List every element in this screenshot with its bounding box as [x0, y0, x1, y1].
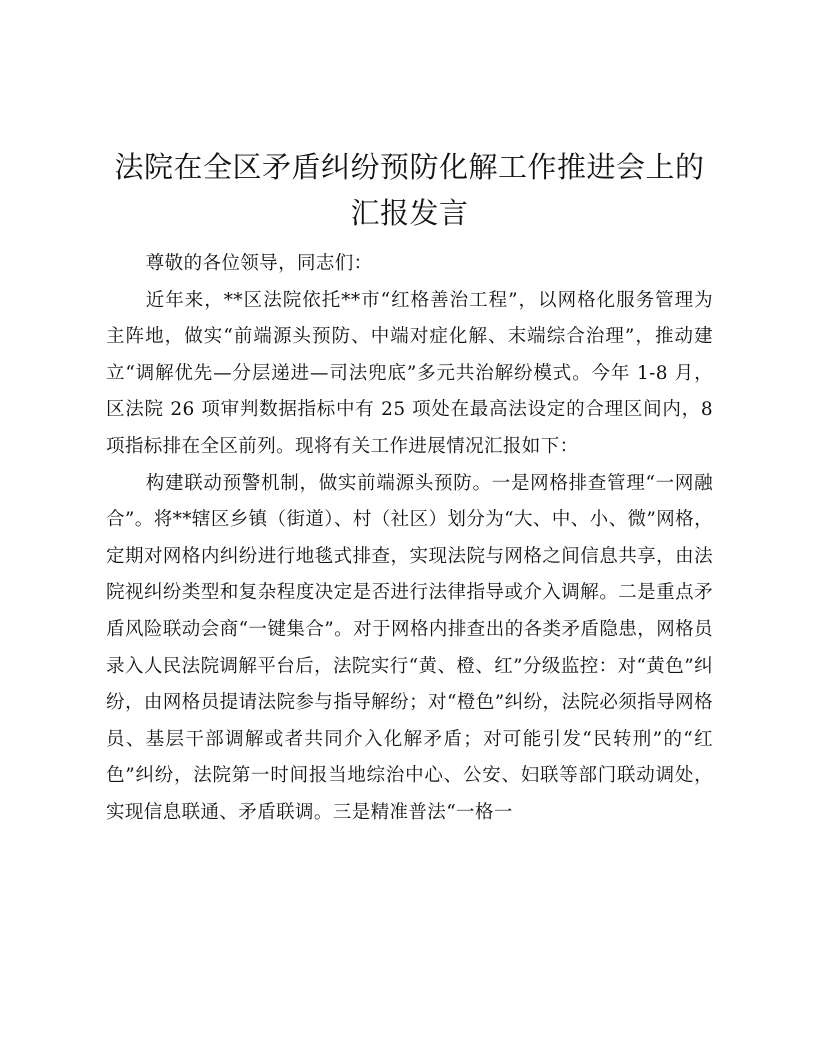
- paragraph-early-warning: 构建联动预警机制，做实前端源头预防。一是网格排查管理“一网融合”。将**辖区乡镇（街道）、村（社区）划分为“大、中、小、微”网格，定期对网格内纠纷进行地毯式排查，实现法院与网格之间信息共享，由法院视纠纷类型和复杂程度决定是否进行法律指导或介入调解。二是重点矛盾风险联动会商“一键集合”。对于网格内排查出的各类矛盾隐患，网格员录入人民法院调解平台后，法院实行“黄、橙、红”分级监控：对“黄色”纠纷，由网格员提请法院参与指导解纷；对“橙色”纠纷，法院必须指导网格员、基层干部调解或者共同介入化解矛盾；对可能引发“民转刑”的“红色”纠纷，法院第一时间报当地综治中心、公安、妇联等部门联动调处，实现信息联通、矛盾联调。三是精准普法“一格一: [106, 472, 713, 823]
- salutation: 尊敬的各位领导，同志们：: [145, 253, 373, 274]
- document-page: [106, 0, 713, 1056]
- document-body: [106, 246, 713, 832]
- document-title-line-1: 法院在全区矛盾纠纷预防化解工作推进会上的: [114, 150, 705, 184]
- paragraph-intro: 近年来，**区法院依托**市“红格善治工程”，以网格化服务管理为主阵地，做实“前端源头预防、中端对症化解、末端综合治理”，推动建立“调解优先—分层递进—司法兜底”多元共治解纷模式。今年 1-8 月，区法院 26 项审判数据指标中有 25 项处在最高法设定的合理区间内，8 项指标排在全区前列。现将有关工作进展情况汇报如下：: [106, 289, 713, 457]
- document-title: [106, 144, 713, 236]
- document-title-line-2: 汇报发言: [350, 196, 469, 230]
